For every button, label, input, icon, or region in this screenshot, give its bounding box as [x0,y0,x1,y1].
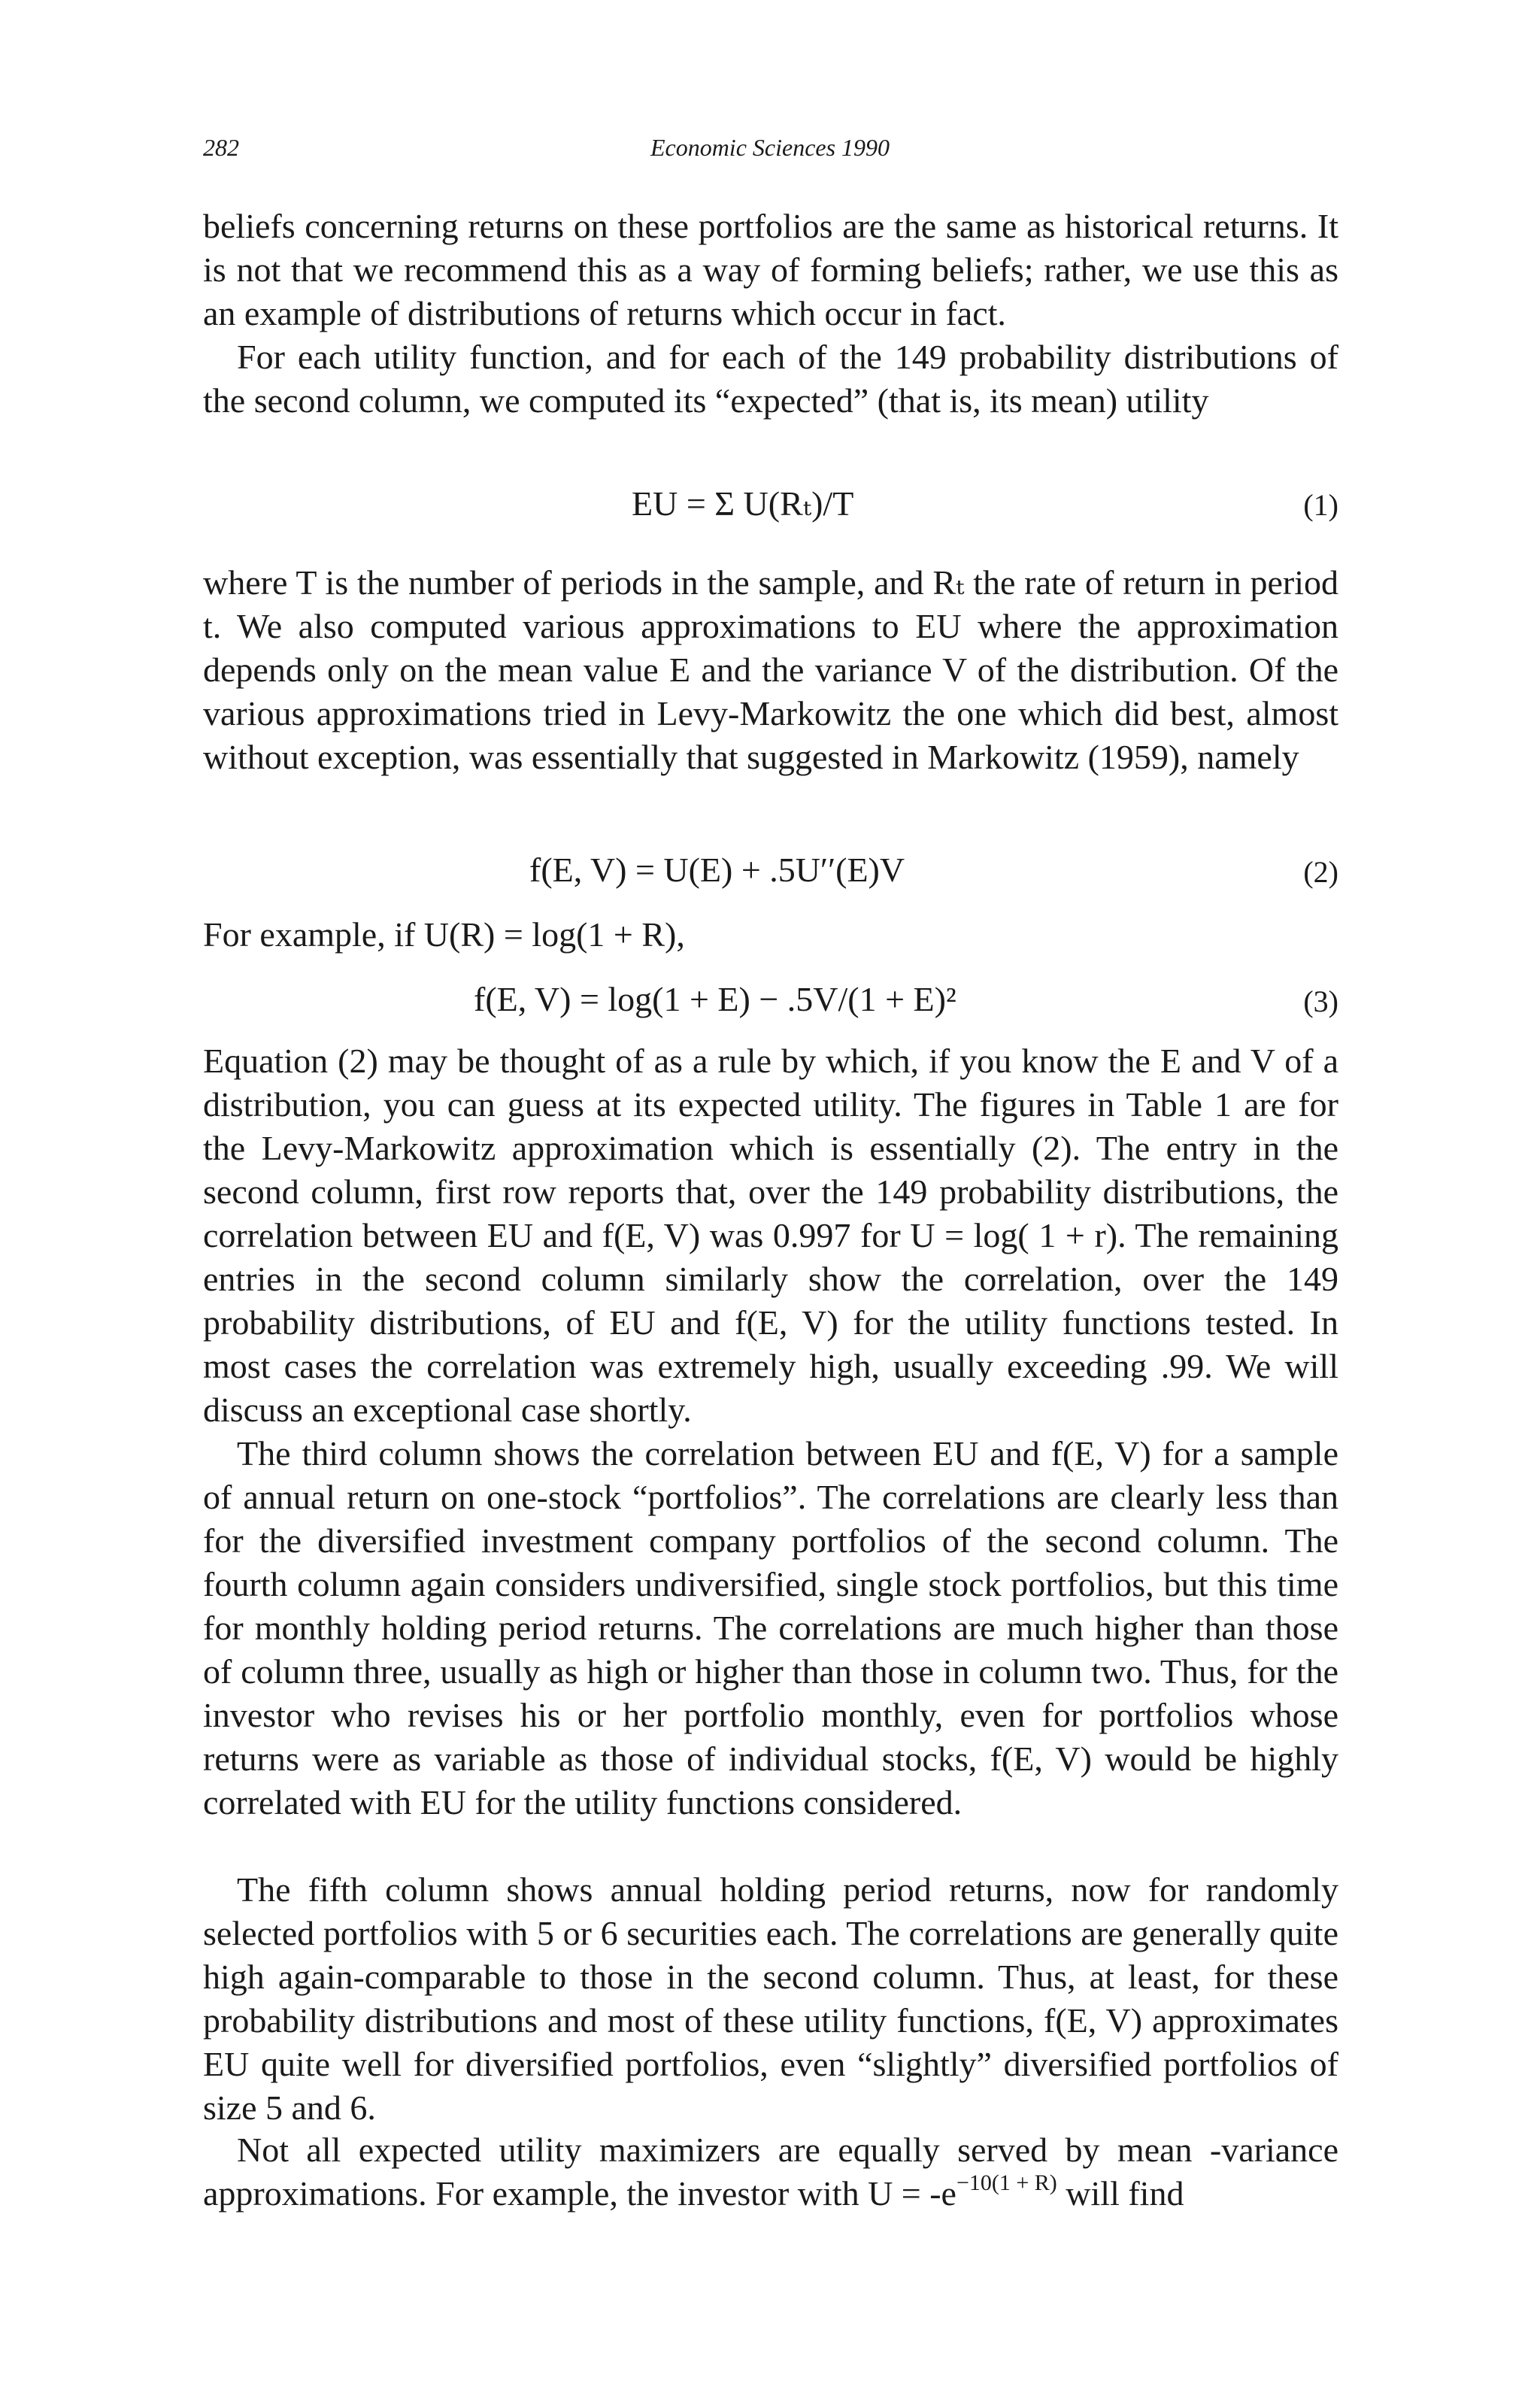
running-header [203,134,1337,171]
equation-3 [203,979,1338,1024]
paragraph-3: where T is the number of periods in the sample, and Rₜ the rate of return in period t. We also computed various approximations to EU where the approximation depends only on the mean value E and the variance V of the distribution. Of the various approximations tried in Levy-Markowitz the one which did best, almost without exception, was essentially that suggested in Markowitz (1959), namely [203,563,1338,776]
exponent: −10(1 + R) [956,2170,1057,2195]
equation-2-number: (2) [1303,855,1338,889]
equation-3-body: f(E, V) = log(1 + E) − .5V/(1 + E)² [474,980,956,1018]
equation-1 [203,483,1338,528]
paragraph-1: beliefs concerning returns on these portfolios are the same as historical returns. It is not that we recommend this as a way of forming beliefs; rather, we use this as an example of distributions of returns which occur in fact. [203,207,1338,332]
paragraph-8-end: will find [1056,2174,1184,2213]
paragraph-8-start: Not all expected utility maximizers are equally served by mean -variance approximations. For example, the investor with U = -e [203,2131,1338,2213]
page-number: 282 [203,134,239,161]
paragraph-5: Equation (2) may be thought of as a rule by which, if you know the E and V of a distribution, you can guess at its expected utility. The figures in Table 1 are for the Levy-Markowitz approximation which is essentially (2). The entry in the second column, first row reports that, over the 149 probability distributions, the correlation between EU and f(E, V) was 0.997 for U = log( 1 + r). The remaining entries in the second column similarly show the correlation, over the 149 probability distributions, of EU and f(E, V) for the utility functions tested. In most cases the correlation was extremely high, usually exceeding .99. We will discuss an exceptional case shortly. [203,1042,1338,1429]
equation-1-body: EU = Σ U(Rₜ)/T [632,484,854,523]
paragraph-8 [203,2128,1338,2216]
paragraph-7: The fifth column shows annual holding period returns, now for randomly selected portfolios with 5 or 6 securities each. The correlations are generally quite high again-comparable to those in the second column. Thus, at least, for these probability distributions and most of these utility functions, f(E, V) approximates EU quite well for diversified portfolios, even “slightly” diversified portfolios of size 5 and 6. [203,1870,1338,2127]
paragraph-2: For each utility function, and for each of the 149 probability distributions of the second column, we computed its “expected” (that is, its mean) utility [203,338,1338,420]
equation-2 [203,850,1338,895]
running-title: Economic Sciences 1990 [650,134,890,161]
equation-2-body: f(E, V) = U(E) + .5U′′(E)V [529,851,905,889]
equation-3-number: (3) [1303,984,1338,1018]
paragraph-6: The third column shows the correlation between EU and f(E, V) for a sample of annual return on one-stock “portfolios”. The correlations are clearly less than for the diversified investment company portfolios of the second column. The fourth column again considers undiversified, single stock portfolios, but this time for monthly holding period returns. The correlations are much higher than those of column three, usually as high or higher than those in column two. Thus, for the investor who revises his or her portfolio monthly, even for portfolios whose returns were as variable as those of individual stocks, f(E, V) would be highly correlated with EU for the utility functions considered. [203,1434,1338,1821]
paragraph-4: For example, if U(R) = log(1 + R), [203,915,685,954]
equation-1-number: (1) [1303,488,1338,522]
